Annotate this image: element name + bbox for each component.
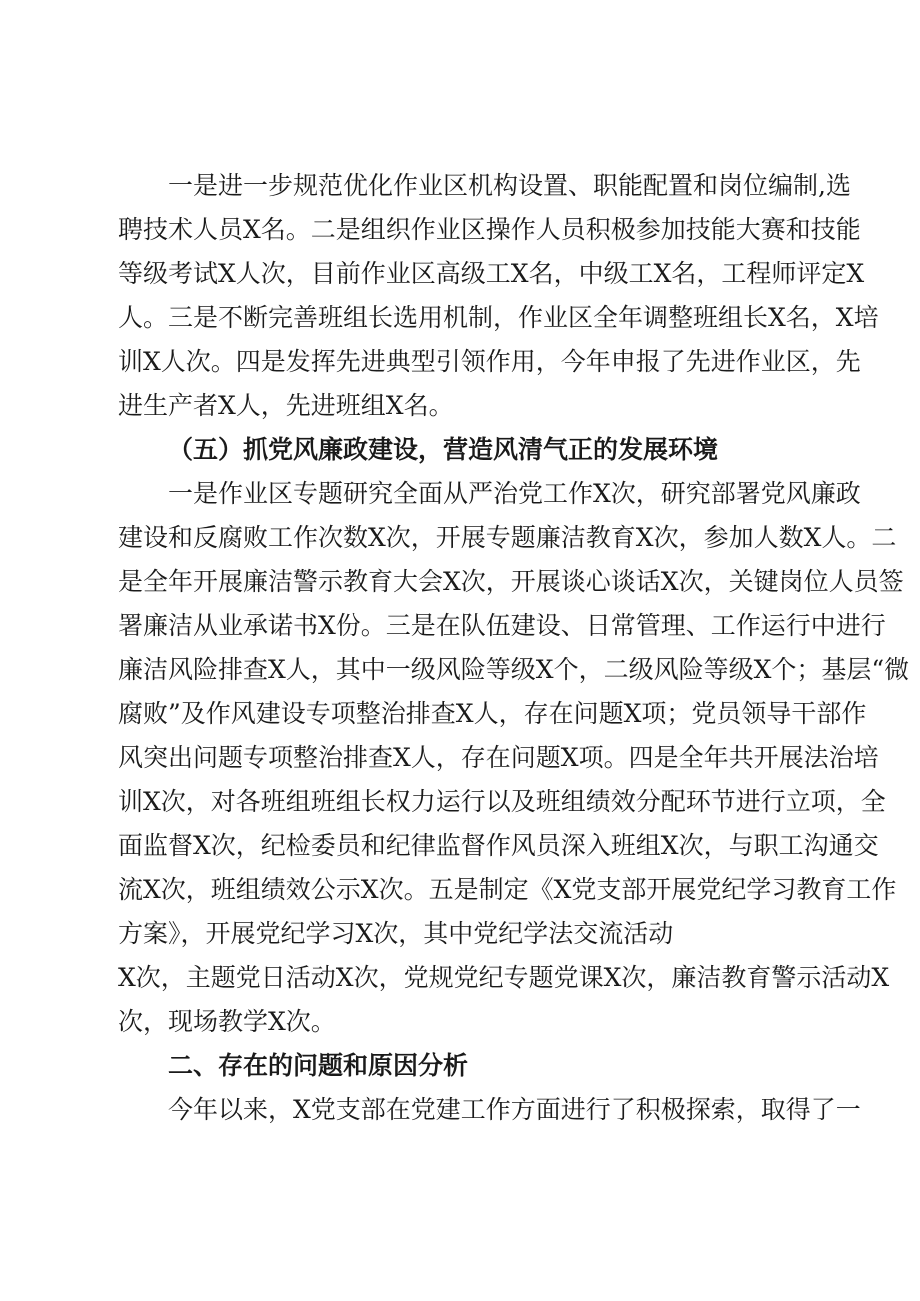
paragraph-line: 廉洁风险排查X人，其中一级风险等级X个，二级风险等级X个；基层“微 [118, 655, 910, 684]
paragraph-line: 进生产者X人，先进班组X名。 [118, 391, 454, 420]
section-heading: 二、存在的问题和原因分析 [168, 1051, 469, 1080]
paragraph-line: 聘技术人员X名。二是组织作业区操作人员积极参加技能大赛和技能 [118, 215, 861, 244]
paragraph-line: 署廉洁从业承诺书X份。三是在队伍建设、日常管理、工作运行中进行 [118, 611, 886, 640]
paragraph-line: 流X次，班组绩效公示X次。五是制定《X党支部开展党纪学习教育工作 [118, 875, 897, 904]
paragraph-line: 建设和反腐败工作次数X次，开展专题廉洁教育X次，参加人数X人。二 [118, 523, 897, 552]
paragraph-line: 次，现场教学X次。 [118, 1007, 336, 1036]
paragraph-line: 腐败”及作风建设专项整治排查X人，存在问题X项；党员领导干部作 [118, 699, 867, 728]
section-heading: （五）抓党风廉政建设，营造风清气正的发展环境 [168, 435, 719, 464]
paragraph-line: 一是进一步规范优化作业区机构设置、职能配置和岗位编制,选 [168, 171, 851, 200]
paragraph-line: 是全年开展廉洁警示教育大会X次，开展谈心谈话X次，关键岗位人员签 [118, 567, 904, 596]
paragraph-line: 训X人次。四是发挥先进典型引领作用，今年申报了先进作业区，先 [118, 347, 861, 376]
paragraph-line: X次，主题党日活动X次，党规党纪专题党课X次，廉洁教育警示活动X [118, 963, 890, 992]
paragraph-line: 面监督X次，纪检委员和纪律监督作风员深入班组X次，与职工沟通交 [118, 831, 879, 860]
paragraph-line: 人。三是不断完善班组长选用机制，作业区全年调整班组长X名，X培 [118, 303, 879, 332]
paragraph-line: 方案》，开展党纪学习X次，其中党纪学法交流活动 [118, 919, 674, 948]
paragraph-line: 训X次，对各班组班组长权力运行以及班组绩效分配环节进行立项，全 [118, 787, 886, 816]
paragraph-line: 风突出问题专项整治排查X人，存在问题X项。四是全年共开展法治培 [118, 743, 879, 772]
paragraph-line: 今年以来，X党支部在党建工作方面进行了积极探索，取得了一 [168, 1095, 861, 1124]
paragraph-line: 等级考试X人次，目前作业区高级工X名，中级工X名，工程师评定X [118, 259, 865, 288]
paragraph-line: 一是作业区专题研究全面从严治党工作X次，研究部署党风廉政 [168, 479, 861, 508]
